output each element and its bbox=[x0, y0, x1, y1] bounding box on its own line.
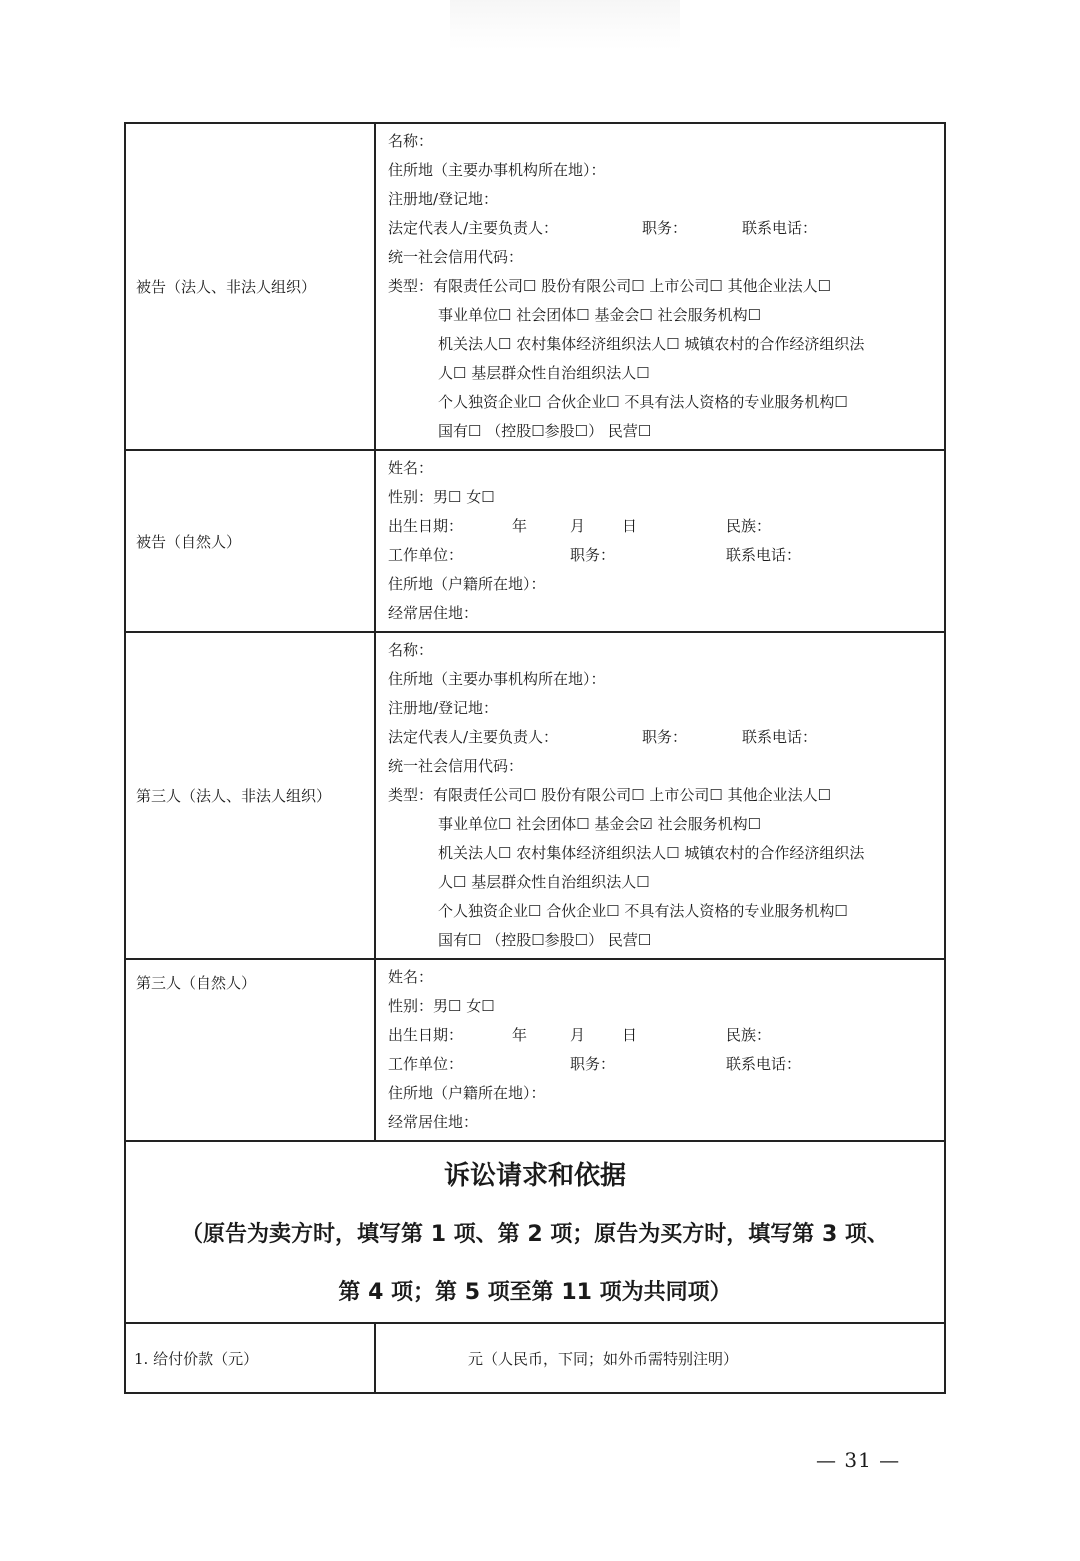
employer-field[interactable]: 工作单位： bbox=[388, 1055, 464, 1073]
third-person-fields bbox=[375, 959, 945, 1141]
claims-section-row bbox=[125, 1141, 945, 1323]
org-type-line-5[interactable]: 个人独资企业☐ 合伙企业☐ 不具有法人资格的专业服务机构☐ bbox=[438, 393, 848, 411]
year-label: 年 bbox=[512, 1026, 528, 1044]
third-person-row bbox=[125, 959, 945, 1141]
scan-header-artifact bbox=[450, 0, 680, 50]
address-field[interactable]: 住所地（主要办事机构所在地）： bbox=[388, 670, 606, 688]
person-name-field[interactable]: 姓名： bbox=[388, 459, 434, 477]
employer-line bbox=[388, 1050, 944, 1079]
rep-field[interactable]: 法定代表人/主要负责人： bbox=[388, 219, 559, 237]
claims-note-line-1: （原告为卖方时，填写第 1 项、第 2 项；原告为买方时，填写第 3 项、 bbox=[181, 1222, 889, 1247]
name-field[interactable]: 名称： bbox=[388, 132, 434, 150]
ethnicity-field[interactable]: 民族： bbox=[726, 1026, 772, 1044]
org-type-line-2[interactable]: 事业单位☐ 社会团体☐ 基金会☑ 社会服务机构☐ bbox=[438, 815, 762, 833]
registry-field[interactable]: 注册地/登记地： bbox=[388, 190, 499, 208]
claims-note-line-2: 第 4 项；第 5 项至第 11 项为共同项） bbox=[338, 1280, 732, 1305]
domicile-field[interactable]: 住所地（户籍所在地）： bbox=[388, 1084, 546, 1102]
birth-field[interactable]: 出生日期： bbox=[388, 1026, 464, 1044]
name-field[interactable]: 名称： bbox=[388, 641, 434, 659]
rep-field[interactable]: 法定代表人/主要负责人： bbox=[388, 728, 559, 746]
org-type-line-6[interactable]: 国有☐ （控股☐参股☐） 民营☐ bbox=[438, 931, 652, 949]
phone-field[interactable]: 联系电话： bbox=[742, 219, 818, 237]
address-field[interactable]: 住所地（主要办事机构所在地）： bbox=[388, 161, 606, 179]
residence-field[interactable]: 经常居住地： bbox=[388, 1113, 479, 1131]
employer-line bbox=[388, 541, 944, 570]
claims-section-header bbox=[125, 1141, 945, 1323]
position-field[interactable]: 职务： bbox=[642, 728, 688, 746]
month-label: 月 bbox=[570, 517, 586, 535]
person-name-field[interactable]: 姓名： bbox=[388, 968, 434, 986]
third-org-label: 第三人（法人、非法人组织） bbox=[125, 632, 375, 959]
gender-field[interactable]: 性别：男☐ 女☐ bbox=[388, 997, 495, 1015]
person-position-field[interactable]: 职务： bbox=[570, 546, 616, 564]
position-field[interactable]: 职务： bbox=[642, 219, 688, 237]
phone-field[interactable]: 联系电话： bbox=[742, 728, 818, 746]
month-label: 月 bbox=[570, 1026, 586, 1044]
rep-line bbox=[388, 723, 944, 752]
org-type-line-4[interactable]: 人☐ 基层群众性自治组织法人☐ bbox=[438, 873, 650, 891]
defendant-org-label: 被告（法人、非法人组织） bbox=[125, 123, 375, 450]
org-type-line-3[interactable]: 机关法人☐ 农村集体经济组织法人☐ 城镇农村的合作经济组织法 bbox=[438, 335, 865, 353]
page-number: — 31 — bbox=[816, 1448, 901, 1472]
year-label: 年 bbox=[512, 517, 528, 535]
complaint-form-table bbox=[124, 122, 946, 1394]
item1-value-field[interactable]: 元（人民币，下同；如外币需特别注明） bbox=[375, 1323, 945, 1393]
item1-label: 1. 给付价款（元） bbox=[125, 1323, 375, 1393]
org-type-line-1[interactable]: 类型：有限责任公司☐ 股份有限公司☐ 上市公司☐ 其他企业法人☐ bbox=[388, 786, 832, 804]
credit-code-field[interactable]: 统一社会信用代码： bbox=[388, 757, 524, 775]
org-type-line-4[interactable]: 人☐ 基层群众性自治组织法人☐ bbox=[438, 364, 650, 382]
domicile-field[interactable]: 住所地（户籍所在地）： bbox=[388, 575, 546, 593]
birth-field[interactable]: 出生日期： bbox=[388, 517, 464, 535]
claims-title: 诉讼请求和依据 bbox=[443, 1161, 626, 1191]
org-type-line-3[interactable]: 机关法人☐ 农村集体经济组织法人☐ 城镇农村的合作经济组织法 bbox=[438, 844, 865, 862]
third-org-fields bbox=[375, 632, 945, 959]
day-label: 日 bbox=[622, 1026, 638, 1044]
item1-row bbox=[125, 1323, 945, 1393]
registry-field[interactable]: 注册地/登记地： bbox=[388, 699, 499, 717]
org-type-line-6[interactable]: 国有☐ （控股☐参股☐） 民营☐ bbox=[438, 422, 652, 440]
org-type-line-2[interactable]: 事业单位☐ 社会团体☐ 基金会☐ 社会服务机构☐ bbox=[438, 306, 762, 324]
defendant-person-fields bbox=[375, 450, 945, 632]
defendant-person-label: 被告（自然人） bbox=[125, 450, 375, 632]
birth-line bbox=[388, 1021, 944, 1050]
credit-code-field[interactable]: 统一社会信用代码： bbox=[388, 248, 524, 266]
ethnicity-field[interactable]: 民族： bbox=[726, 517, 772, 535]
rep-line bbox=[388, 214, 944, 243]
third-person-label: 第三人（自然人） bbox=[125, 959, 375, 1141]
person-phone-field[interactable]: 联系电话： bbox=[726, 1055, 802, 1073]
defendant-org-fields bbox=[375, 123, 945, 450]
person-phone-field[interactable]: 联系电话： bbox=[726, 546, 802, 564]
defendant-org-row bbox=[125, 123, 945, 450]
org-type-line-1[interactable]: 类型：有限责任公司☐ 股份有限公司☐ 上市公司☐ 其他企业法人☐ bbox=[388, 277, 832, 295]
third-org-row bbox=[125, 632, 945, 959]
residence-field[interactable]: 经常居住地： bbox=[388, 604, 479, 622]
employer-field[interactable]: 工作单位： bbox=[388, 546, 464, 564]
org-type-line-5[interactable]: 个人独资企业☐ 合伙企业☐ 不具有法人资格的专业服务机构☐ bbox=[438, 902, 848, 920]
birth-line bbox=[388, 512, 944, 541]
defendant-person-row bbox=[125, 450, 945, 632]
day-label: 日 bbox=[622, 517, 638, 535]
person-position-field[interactable]: 职务： bbox=[570, 1055, 616, 1073]
gender-field[interactable]: 性别：男☐ 女☐ bbox=[388, 488, 495, 506]
